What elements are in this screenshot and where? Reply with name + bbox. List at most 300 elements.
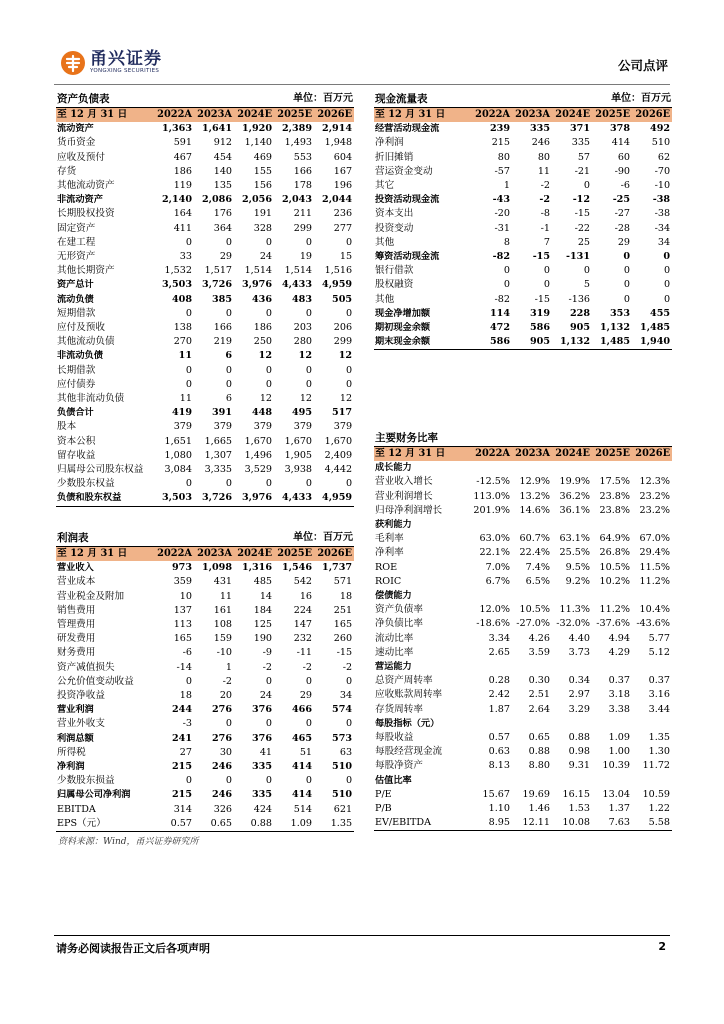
row-value: 17.5% — [599, 476, 630, 488]
row-value: -1 — [540, 222, 551, 234]
row-value: 385 — [212, 293, 233, 305]
row-value: 0 — [583, 265, 591, 277]
row-value: 11 — [537, 165, 551, 177]
row-value: 6 — [225, 393, 233, 405]
row-label: 存货 — [57, 165, 77, 177]
row-value: 1.10 — [488, 803, 510, 815]
row-value: 510 — [332, 789, 353, 801]
row-value: 0 — [225, 478, 233, 490]
table-row — [56, 788, 354, 802]
row-label: 投资变动 — [375, 222, 414, 234]
row-value: 7.63 — [592, 816, 632, 831]
year-header-2025E: 2025E — [592, 108, 632, 123]
row-value: 29 — [617, 236, 631, 248]
row-value: 12 — [338, 350, 353, 362]
row-value: 505 — [332, 293, 353, 305]
row-value: 0 — [305, 478, 313, 490]
row-value — [512, 660, 552, 674]
balance-unit: 单位：百万元 — [234, 91, 354, 108]
row-value: 1,665 — [204, 435, 233, 447]
table-row — [374, 546, 672, 560]
row-value: 0 — [345, 307, 353, 319]
row-value: 353 — [610, 307, 631, 319]
row-label: 资本支出 — [375, 208, 414, 220]
table-row — [374, 617, 672, 631]
row-label: EPS（元） — [56, 817, 154, 832]
company-logo — [60, 50, 162, 76]
row-value: -21 — [574, 165, 591, 177]
row-value: 3,084 — [164, 464, 192, 476]
row-value — [632, 518, 672, 532]
row-value: 12.3% — [639, 476, 671, 488]
row-label: 净负债比率 — [375, 618, 423, 630]
cashflow-period-label: 至 12 月 31 日 — [374, 108, 472, 123]
row-value: 63.0% — [479, 533, 510, 545]
row-value: 219 — [213, 336, 233, 348]
row-value: 1,316 — [241, 562, 273, 574]
table-row — [56, 321, 354, 335]
row-value: 138 — [173, 322, 192, 334]
row-value: 319 — [530, 307, 551, 319]
row-value: 485 — [253, 576, 273, 588]
year-header-2023A: 2023A — [194, 108, 234, 123]
row-value: 276 — [212, 732, 233, 744]
row-value: 1,132 — [552, 335, 592, 350]
row-value: 0 — [305, 364, 313, 376]
row-label: 少数股东损益 — [57, 775, 115, 787]
row-value: 7.4% — [525, 561, 550, 573]
table-row — [374, 660, 672, 674]
row-value: 359 — [173, 576, 192, 588]
row-value: 57 — [577, 151, 591, 163]
row-value: 6.7% — [485, 575, 510, 587]
row-value: 379 — [293, 421, 313, 433]
row-value: 3.59 — [528, 646, 550, 658]
year-header-2026E: 2026E — [314, 108, 354, 123]
row-value: 60 — [617, 151, 631, 163]
row-value: 178 — [293, 180, 313, 192]
row-value: 517 — [332, 407, 353, 419]
cashflow-unit: 单位：百万元 — [552, 91, 672, 108]
row-value: 23.8% — [599, 504, 630, 516]
row-value: -6 — [182, 647, 192, 659]
table-row — [374, 504, 672, 518]
year-header-2025E: 2025E — [274, 108, 314, 123]
row-value: 34 — [657, 236, 671, 248]
row-value: 167 — [333, 165, 353, 177]
row-value: 378 — [610, 123, 631, 135]
row-value: 270 — [173, 336, 192, 348]
row-value: 1,514 — [284, 265, 313, 277]
table-row — [56, 661, 354, 675]
row-value: 0.57 — [488, 732, 510, 744]
row-value: 19.69 — [522, 788, 550, 800]
row-value: -12.5% — [476, 476, 510, 488]
row-value: 1,517 — [204, 265, 233, 277]
row-value: 4,959 — [314, 491, 354, 506]
table-row — [56, 165, 354, 179]
row-value: 1.53 — [568, 803, 590, 815]
balance-title-row — [56, 91, 354, 108]
table-row — [56, 463, 354, 477]
row-value: 1,098 — [201, 562, 233, 574]
row-value: 2,140 — [161, 194, 192, 206]
row-label: 归属母公司股东权益 — [57, 464, 144, 476]
row-label: 投资活动现金流 — [375, 194, 440, 206]
row-value: 0 — [583, 180, 591, 192]
row-label: 其他流动资产 — [57, 180, 115, 192]
row-value: 472 — [489, 322, 510, 334]
income-title-row — [56, 530, 354, 547]
year-header-2025E: 2025E — [592, 447, 632, 462]
row-value: 8.80 — [528, 760, 550, 772]
table-row — [56, 632, 354, 646]
table-row — [374, 575, 672, 589]
row-value: 0 — [663, 251, 671, 263]
row-value — [552, 774, 592, 788]
year-header-2022A: 2022A — [472, 108, 512, 123]
row-value: 164 — [173, 208, 192, 220]
row-value: 24 — [259, 690, 273, 702]
row-value: 9.31 — [568, 760, 590, 772]
row-value: 25 — [577, 236, 591, 248]
row-value: 1,516 — [324, 265, 353, 277]
row-value: 191 — [253, 208, 273, 220]
page-footer — [54, 935, 670, 955]
table-row — [374, 774, 672, 788]
row-value: 0 — [503, 279, 510, 291]
table-row — [374, 335, 672, 350]
row-value: 12 — [299, 393, 313, 405]
row-value: 2.65 — [488, 646, 510, 658]
table-row — [374, 264, 672, 278]
row-value: 2,409 — [324, 449, 353, 461]
table-row — [56, 675, 354, 689]
row-value: 408 — [171, 293, 192, 305]
table-row — [56, 491, 354, 506]
table-row — [374, 293, 672, 307]
row-label: 非流动资产 — [57, 194, 103, 206]
row-value: 1,485 — [592, 335, 632, 350]
row-value: 3.29 — [568, 703, 590, 715]
row-value: 186 — [253, 322, 273, 334]
row-value: -136 — [568, 293, 591, 305]
row-label: 银行借款 — [375, 265, 414, 277]
row-value — [552, 589, 592, 603]
table-row — [56, 278, 354, 292]
row-value: 1,670 — [284, 435, 313, 447]
table-row — [56, 732, 354, 746]
row-value: 2.51 — [528, 689, 550, 701]
row-value: -43.6% — [636, 618, 671, 630]
row-label: 存货周转率 — [375, 703, 423, 715]
row-value — [632, 660, 672, 674]
row-label: 其他 — [375, 236, 395, 248]
row-value: -15 — [534, 293, 551, 305]
row-value: 0 — [185, 775, 192, 787]
row-value: 4,442 — [324, 464, 353, 476]
row-label: 营业外收支 — [57, 718, 105, 730]
table-row — [56, 136, 354, 150]
row-value: 11 — [178, 350, 192, 362]
row-value: 0 — [265, 378, 273, 390]
row-value: 379 — [173, 421, 192, 433]
row-value: 2,043 — [281, 194, 313, 206]
row-value — [552, 660, 592, 674]
table-row — [56, 717, 354, 731]
row-value — [472, 518, 512, 532]
row-value: 0 — [265, 236, 273, 248]
row-label: 在建工程 — [57, 236, 96, 248]
row-value: 25.5% — [559, 547, 590, 559]
row-value: 0.57 — [154, 817, 194, 832]
row-label: 留存收益 — [57, 449, 96, 461]
balance-sheet-table — [56, 91, 354, 507]
row-value: 1,920 — [241, 123, 273, 135]
table-row — [56, 561, 354, 575]
income-period-label: 至 12 月 31 日 — [56, 547, 154, 562]
row-value: 10.2% — [599, 575, 630, 587]
table-row — [374, 136, 672, 150]
row-value: 0 — [265, 675, 273, 687]
row-value: -2 — [222, 675, 233, 687]
table-row — [374, 788, 672, 802]
row-value: 15 — [339, 251, 353, 263]
row-value: -82 — [492, 251, 510, 263]
row-value: 14 — [259, 590, 273, 602]
row-label: 短期借款 — [57, 307, 96, 319]
row-value: 8.13 — [488, 760, 510, 772]
row-value: 10.59 — [642, 788, 671, 800]
row-value: 228 — [570, 307, 591, 319]
row-value: -20 — [494, 208, 510, 220]
row-value: 2,086 — [201, 194, 233, 206]
income-statement-table — [56, 530, 354, 832]
row-value: -12 — [572, 194, 591, 206]
row-value: 483 — [292, 293, 313, 305]
ratios-title-row — [374, 430, 672, 447]
row-value: 276 — [212, 704, 233, 716]
row-label: 资产总计 — [57, 279, 94, 291]
row-value: 64.9% — [599, 533, 630, 545]
table-row — [374, 589, 672, 603]
row-label: EBITDA — [57, 803, 96, 815]
row-value: 29.4% — [639, 547, 671, 559]
row-value — [632, 717, 672, 731]
row-value: 379 — [213, 421, 233, 433]
row-value: 161 — [213, 604, 233, 616]
row-value: 125 — [253, 619, 273, 631]
row-label: 资本公积 — [57, 435, 96, 447]
row-value: 510 — [332, 761, 353, 773]
row-value: 10.08 — [552, 816, 592, 831]
row-value: 10.5% — [519, 604, 550, 616]
row-value: -57 — [494, 165, 510, 177]
row-label: 每股收益 — [375, 732, 414, 744]
row-value: 0 — [225, 718, 233, 730]
row-label: 长期借款 — [57, 364, 96, 376]
row-value: 1,493 — [284, 137, 313, 149]
table-row — [374, 461, 672, 475]
row-value: 3,938 — [284, 464, 313, 476]
row-value: 1,363 — [161, 123, 192, 135]
row-value: 414 — [292, 789, 313, 801]
row-value: 469 — [253, 151, 273, 163]
row-value: 3,529 — [244, 464, 273, 476]
table-row — [56, 349, 354, 363]
table-row — [374, 278, 672, 292]
row-value: 1,641 — [201, 123, 233, 135]
table-row — [56, 435, 354, 449]
row-label: 无形资产 — [57, 251, 96, 263]
row-value: 0 — [265, 478, 273, 490]
table-row — [374, 475, 672, 489]
row-value: 0.63 — [488, 746, 510, 758]
row-value: -15 — [574, 208, 591, 220]
row-value: 27 — [179, 746, 192, 758]
row-label: 应收账款周转率 — [375, 689, 443, 701]
row-value: -37.6% — [596, 618, 630, 630]
row-value: -3 — [182, 718, 192, 730]
row-value: 1,532 — [164, 265, 192, 277]
row-value: 63.1% — [559, 533, 590, 545]
row-label: 利润总额 — [57, 732, 94, 744]
row-value: 1,132 — [599, 322, 631, 334]
row-label: 少数股东权益 — [57, 478, 115, 490]
row-value — [552, 518, 592, 532]
cashflow-title-row — [374, 91, 672, 108]
row-value: 4.26 — [528, 632, 550, 644]
row-value — [512, 717, 552, 731]
row-value: 465 — [292, 732, 313, 744]
table-row — [56, 646, 354, 660]
row-value: 3,976 — [234, 491, 274, 506]
row-value: 60.7% — [519, 533, 550, 545]
row-value: -9 — [262, 647, 273, 659]
row-value: 0 — [345, 364, 353, 376]
row-label: 归属母公司净利润 — [57, 789, 131, 801]
row-value: -90 — [614, 165, 631, 177]
row-value — [512, 589, 552, 603]
row-value: 246 — [531, 137, 551, 149]
row-value: 514 — [293, 803, 313, 815]
row-label: 营业收入 — [57, 562, 94, 574]
row-value: 0 — [503, 265, 510, 277]
row-value: 3.18 — [608, 689, 630, 701]
row-value: 2.97 — [568, 689, 590, 701]
table-row — [56, 420, 354, 434]
row-value: 67.0% — [639, 533, 671, 545]
row-label: ROIC — [375, 575, 402, 587]
table-row — [374, 802, 672, 816]
row-label: 其他 — [375, 293, 395, 305]
row-value: 0.28 — [488, 675, 510, 687]
row-value: 1,080 — [164, 449, 192, 461]
row-value: 215 — [171, 789, 192, 801]
row-value: 0 — [305, 675, 313, 687]
table-row — [56, 335, 354, 349]
row-label: 资产减值损失 — [57, 661, 115, 673]
row-value: 0 — [225, 307, 233, 319]
row-value: 414 — [611, 137, 631, 149]
row-value — [592, 717, 632, 731]
income-title: 利润表 — [56, 530, 234, 547]
table-row — [374, 603, 672, 617]
table-row — [374, 193, 672, 207]
row-value: -25 — [612, 194, 631, 206]
row-value: 586 — [472, 335, 512, 350]
row-value: 466 — [292, 704, 313, 716]
row-value: 1.37 — [608, 803, 630, 815]
row-value: 224 — [293, 604, 313, 616]
row-value: 0.37 — [608, 675, 630, 687]
row-value: -34 — [654, 222, 671, 234]
row-value: 3,976 — [241, 279, 273, 291]
row-value: -27 — [614, 208, 631, 220]
table-row — [374, 179, 672, 193]
row-value: 0 — [623, 251, 631, 263]
row-value: 1,546 — [281, 562, 313, 574]
row-value: 10.39 — [602, 760, 630, 772]
row-value: 0 — [345, 775, 353, 787]
table-row — [56, 449, 354, 463]
table-row — [56, 222, 354, 236]
table-row — [374, 703, 672, 717]
row-value: 196 — [333, 180, 353, 192]
cashflow-year-header — [374, 108, 672, 123]
table-row — [374, 745, 672, 759]
row-value: -32.0% — [556, 618, 590, 630]
row-value: 7.0% — [485, 561, 510, 573]
table-row — [374, 207, 672, 221]
table-row — [374, 674, 672, 688]
row-value: 0 — [663, 265, 671, 277]
row-label: 固定资产 — [57, 222, 96, 234]
row-value: 0.65 — [194, 817, 234, 832]
row-label: 期初现金余额 — [375, 322, 431, 334]
row-label: 股本 — [57, 421, 77, 433]
row-value: 155 — [253, 165, 273, 177]
row-value: 3.34 — [488, 632, 510, 644]
row-value: 1,948 — [324, 137, 353, 149]
row-value: 0 — [265, 775, 273, 787]
row-label: ROE — [375, 561, 398, 573]
row-value — [472, 660, 512, 674]
row-value: 1 — [503, 180, 510, 192]
row-value: 571 — [333, 576, 353, 588]
row-value: 20 — [219, 690, 233, 702]
table-row — [56, 575, 354, 589]
year-header-2024E: 2024E — [234, 108, 274, 123]
row-value: 0 — [185, 364, 192, 376]
row-value: 0 — [345, 378, 353, 390]
row-value: 250 — [253, 336, 273, 348]
row-value: 1,514 — [244, 265, 273, 277]
row-value: 113 — [173, 619, 192, 631]
row-value: 36.2% — [559, 490, 590, 502]
row-value: 8 — [503, 236, 510, 248]
row-value: -82 — [494, 293, 510, 305]
row-label: 非流动负债 — [57, 350, 103, 362]
row-value: 3,726 — [194, 491, 234, 506]
row-value: 11.3% — [559, 604, 590, 616]
row-value: 13.2% — [519, 490, 550, 502]
row-value: 3,503 — [161, 279, 192, 291]
row-value — [472, 774, 512, 788]
row-value: 2,044 — [322, 194, 353, 206]
row-value: 0 — [345, 236, 353, 248]
row-value: 5 — [583, 279, 591, 291]
